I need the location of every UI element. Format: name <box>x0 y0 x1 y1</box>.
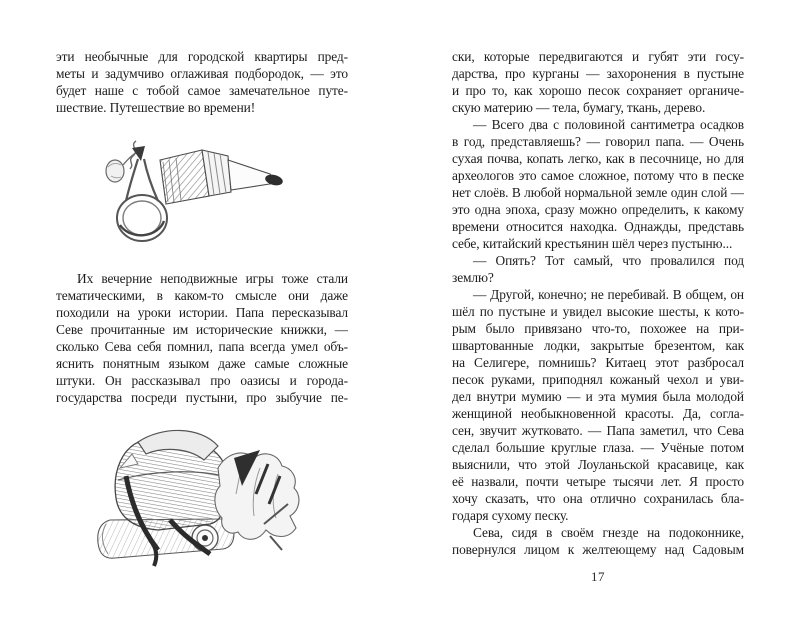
text-line: землю? <box>452 270 494 285</box>
text-line: — Опять? Тот самый, что провалился под <box>473 253 744 268</box>
text-line: Их вечерние неподвижные игры тоже стали <box>77 271 348 286</box>
paragraph <box>452 116 744 252</box>
text-line: — Всего два с половиной сантиметра осадков <box>473 117 744 132</box>
text-line: нет слоёв. В любой нормальной земле один слой — <box>452 185 744 200</box>
text-line: и про то, как хорошо песок сохраняет органиче- <box>452 83 744 98</box>
text-line: повернулся лицом к желтеющему над Садовым <box>452 542 744 557</box>
paragraph <box>452 524 744 558</box>
crumpled-cloth <box>215 453 299 539</box>
text-line: её назвали, почти четыре тысячи лет. Я просто <box>452 474 744 489</box>
text-line: в год, представляешь? — говорил папа. — Очень <box>452 134 744 149</box>
text-line: годаря сухому песку. <box>452 508 569 523</box>
text-line: археологов это самое сложное, потому что в песке <box>452 168 744 183</box>
text-line: штуки. Он рассказывал про оазисы и города- <box>56 373 348 388</box>
right-page-text <box>452 48 744 558</box>
text-line: шествие. Путешествие во времени! <box>56 100 256 115</box>
text-line: сделал большие круглые глаза. — Учёные потом <box>452 440 744 455</box>
page-number: 17 <box>591 569 605 584</box>
text-line: Сева, сидя в своём гнезде на подоконнике, <box>473 525 744 540</box>
text-line: Севе прочитанные им исторические книжки, — <box>56 322 348 337</box>
paragraph <box>56 48 348 116</box>
left-page-paragraph-1 <box>56 48 348 116</box>
text-line: — Другой, конечно; не перебивай. В общем, он <box>473 287 744 302</box>
paragraph <box>452 48 744 116</box>
text-line: песок руками, приподнял кожаный чехол и уви- <box>452 372 744 387</box>
text-line: рым было привязано что-то, похожее на при- <box>452 321 744 336</box>
text-line: тематическими, в каком-то смысле они даже <box>56 288 348 303</box>
paragraph <box>452 252 744 286</box>
text-line: меты и задумчиво оглаживая подбородок, — это <box>56 66 348 81</box>
text-line: это одна эпоха, сразу можно определить, к какому <box>452 202 744 217</box>
text-line: себе, китайский крестьянин шёл через пустыню... <box>452 236 733 251</box>
text-line: государства посреди пустыни, про зыбучие пе- <box>56 390 348 405</box>
text-line: сухая почва, копать легко, как в песочнице, но для <box>452 151 744 166</box>
paragraph <box>452 286 744 524</box>
text-line: сколько Сева себя помнил, папа всегда умел объ- <box>56 339 348 354</box>
left-page-paragraph-2 <box>56 270 348 406</box>
text-line: шёл по пустыне и увидел высокие шесты, к кото- <box>452 304 744 319</box>
text-line: времени относится находка. Однажды, представь <box>452 219 744 234</box>
brush-and-cord-illustration <box>102 138 292 244</box>
text-line: походили на уроки истории. Папа пересказывал <box>56 305 348 320</box>
text-line: яснить понятным языком даже самые сложные <box>56 356 348 371</box>
left-page <box>56 48 348 586</box>
text-line: дарства, про курганы — захоронения в пустыне <box>452 66 744 81</box>
text-line: женщиной необыкновенной красоты. Да, согла- <box>452 406 744 421</box>
paragraph <box>56 270 348 406</box>
text-line: хочу сказать, что она отлично сохранилась бла- <box>452 491 744 506</box>
text-line: ски, которые передвигаются и губят эти госу- <box>452 49 744 64</box>
text-line: на Селигере, помнишь? Китаец этот разбросал <box>452 355 744 370</box>
text-line: выяснили, что этой Лоуланьской красавице, как <box>452 457 744 472</box>
text-line: дел внутри мумию — и эта мумия была молодой <box>452 389 744 404</box>
text-line: швартованные лодки, закрытые брезентом, как <box>452 338 744 353</box>
backpack-illustration <box>92 424 314 586</box>
text-line: будет наше с тобой самое замечательное путе- <box>56 83 348 98</box>
text-line: эти необычные для городской квартиры пред- <box>56 49 348 64</box>
right-page <box>452 48 744 558</box>
text-line: скую материю — тела, бумагу, ткань, дерево. <box>452 100 706 115</box>
text-line: сен, звучит жутковато. — Папа заметил, что Сева <box>452 423 744 438</box>
